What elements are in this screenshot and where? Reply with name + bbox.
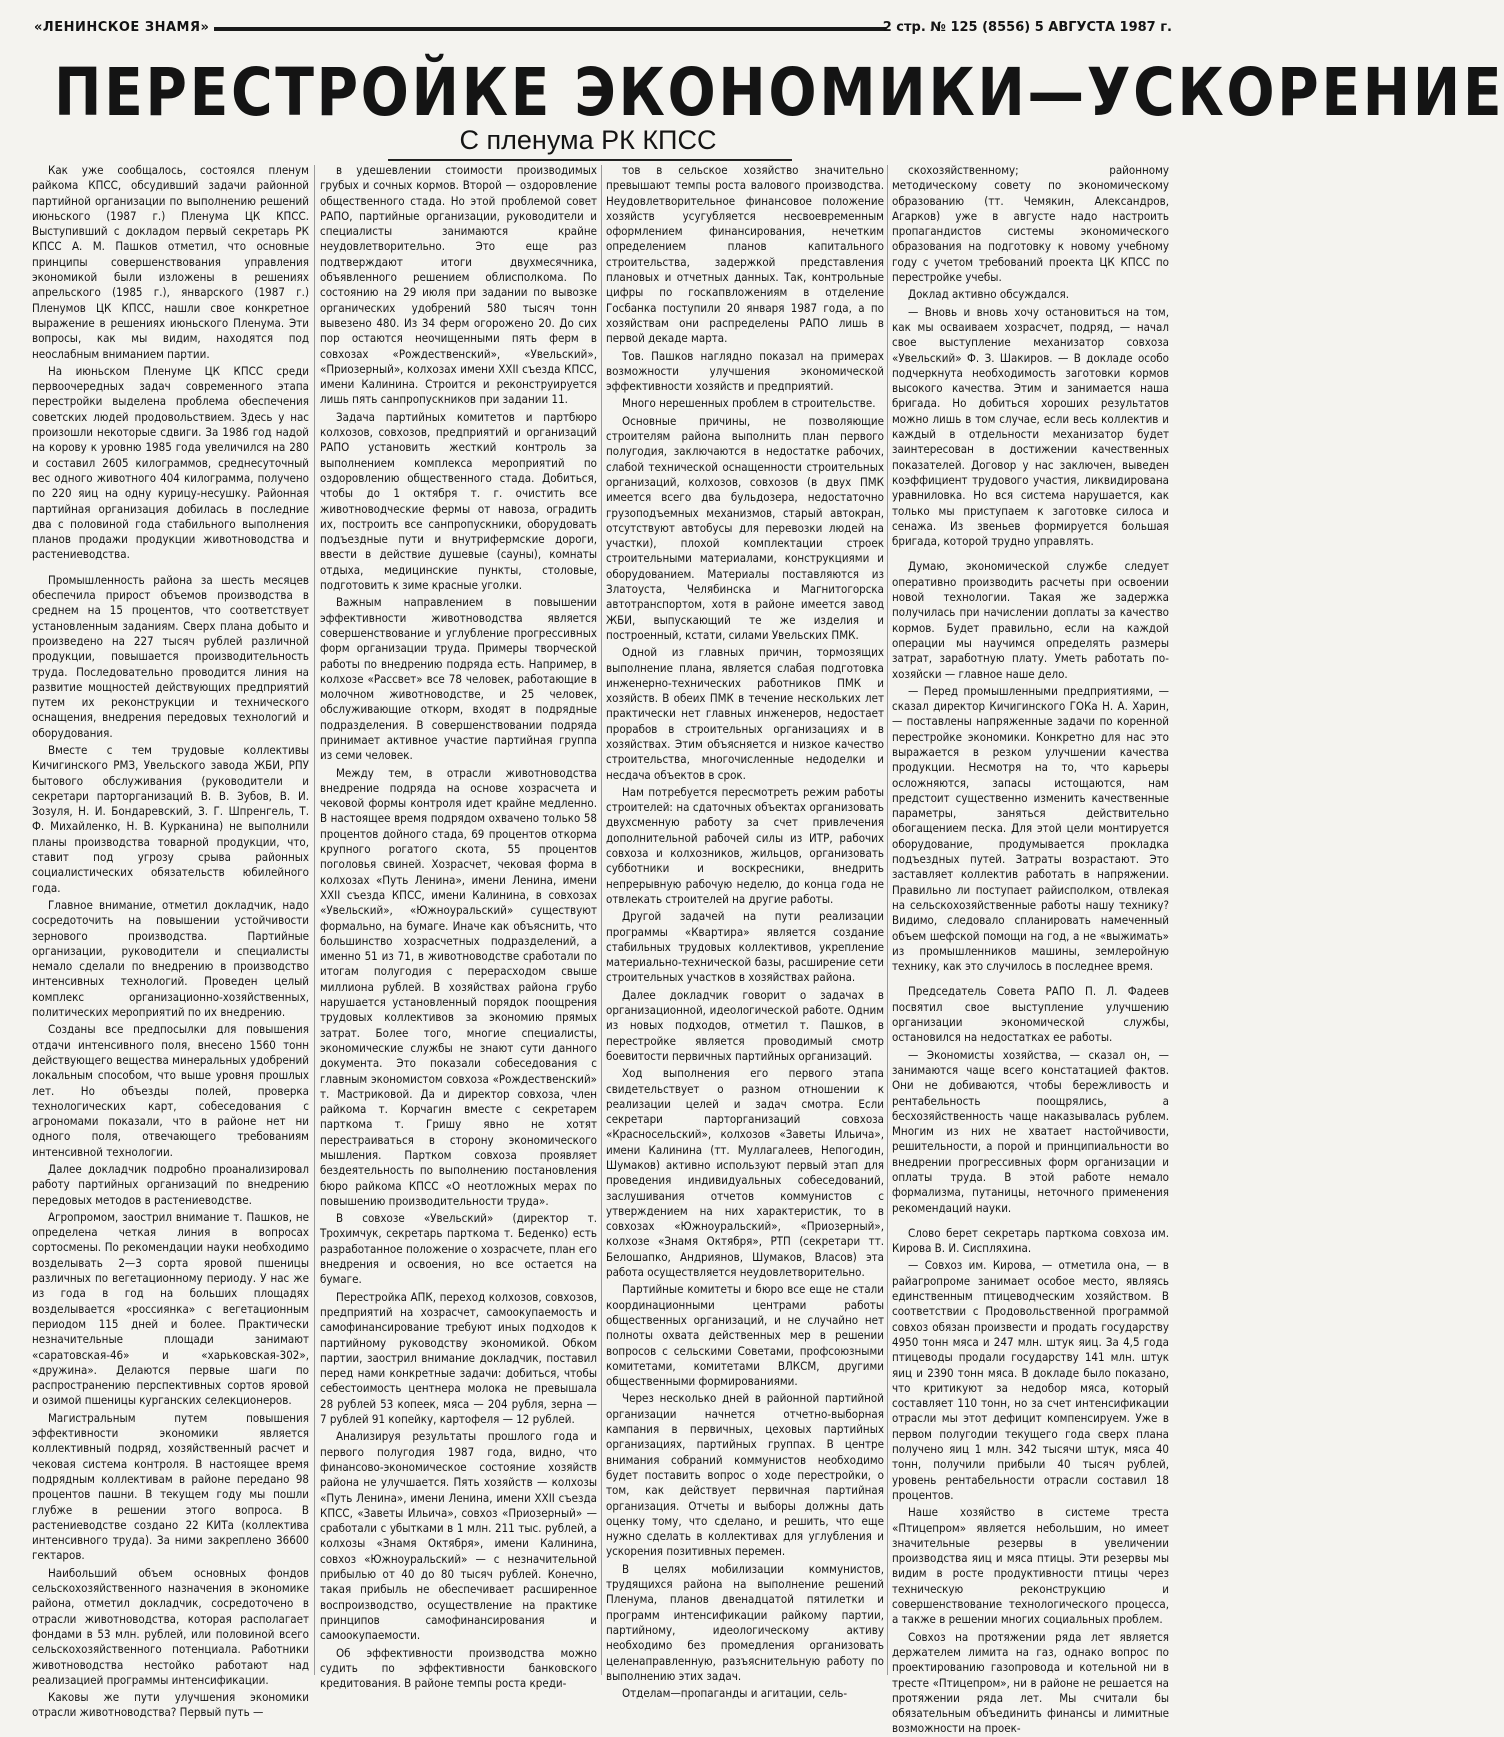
- article-paragraph: Агропромом, заострил внимание т. Пашков, не определена четкая линия в вопросах сортосмены. По рекомендации науки необходимо возделывать 2—3 сорта яровой пшеницы различных по вегетационному периоду. У нас же из года в год на больших площадях возделывается «россиянка» с вегетационным периодом 115 дней и более. Практически незначительные площади занимают «саратовская-46» и «харьковская-302», «дружина». Делаются первые шаги по распространению перспективных сортов яровой и озимой пшеницы курганских селекционеров.: [32, 1209, 309, 1408]
- article-paragraph: Между тем, в отрасли животноводства внедрение подряда на основе хозрасчета и чековой формы контроля идет крайне медленно. В настоящее время подрядом охвачено только 58 процентов дойного стада, 69 процентов откорма крупного рогатого скота, 55 процентов поголовья свиней. Хозрасчет, чековая форма в колхозах «Путь Ленина», имени Ленина, имени XXII съезда КПСС, имени Калинина, в совхозах «Увельский», «Южноуральский» существуют формально, на бумаге. Иначе как объяснить, что большинство хозрасчетных подразделений, а именно 51 из 71, в животноводстве сработали по итогам полугодия с перерасходом свыше миллиона рублей. В хозяйствах района грубо нарушается установленный порядок поощрения трудовых коллективов за экономию прямых затрат. Более того, многие специалисты, экономические службы не знают сути данного документа. Это показали собеседования с главным экономистом совхоза «Рождественский» т. Мастриковой. Да и директор совхоза, член райкома т. Корчагин вместе с секретарем парткома т. Гришу явно не хотят перестраиваться в сторону экономического мышления. Партком совхоза проявляет бездеятельность по выполнению постановления бюро райкома КПСС «О неотложных мерах по повышению производительности труда».: [320, 765, 597, 1208]
- column-divider: [887, 165, 888, 1675]
- article-paragraph: Анализируя результаты прошлого года и первого полугодия 1987 года, видно, что финансово-экономическое состояние хозяйств района не улучшается. Пять хозяйств — колхозы «Путь Ленина», имени Ленина, имени XXII съезда КПСС, «Заветы Ильича», совхоз «Приозерный» — сработали с убытками в 1 млн. 211 тыс. рублей, а колхозы «Знамя Октября», имени Калинина, совхоз «Южноуральский» — с незначительной прибылью от 40 до 80 тысяч рублей. Конечно, такая прибыль не обеспечивает расширенное воспроизводство, осуществление на практике принципов самофинансирования и самоокупаемости.: [320, 1429, 597, 1643]
- article-paragraph: Задача партийных комитетов и партбюро колхозов, совхозов, предприятий и организаций РАПО установить жесткий контроль за выполнением комплекса мероприятий по оздоровлению общественного стада. Добиться, чтобы до 1 октября т. г. очистить все животноводческие фермы от навоза, оградить их, построить все санпропускники, оборудовать подъездные пути и внутрифермские дороги, ввести в действие душевые (сауны), комнаты отдыха, медицинские пункты, столовые, подготовить к зиме красные уголки.: [320, 409, 597, 593]
- masthead-rule: [214, 27, 886, 31]
- article-paragraph: На июньском Пленуме ЦК КПСС среди первоочередных задач современного этапа перестройки выделена проблема обеспечения советских людей продовольствием. Здесь у нас произошли некоторые сдвиги. За 1986 год надой на корову к уровню 1985 года увеличился на 280 и составил 2605 килограммов, среднесуточный вес одного животного 404 килограмма, получено по 220 яиц на одну курицу-несушку. Районная партийная организация добилась в последние два с половиной года стабильного выполнения планов продажи продукции животноводства и растениеводства.: [32, 363, 309, 562]
- article-paragraph: скохозяйственному; районному методическому совету по экономическому образованию (тт. Чемякин, Александров, Агарков) уже в августе надо настроить пропагандистов системы экономического образования на подготовку к новому учебному году с учетом требований проекта ЦК КПСС по перестройке учебы.: [892, 163, 1169, 285]
- article-paragraph: Наше хозяйство в системе треста «Птицепром» является небольшим, но имеет значительные резервы в увеличении производства яиц и мяса птицы. Эти резервы мы видим в росте продуктивности птицы через техническую реконструкцию и совершенствование технологического процесса, а также в решении многих социальных проблем.: [892, 1505, 1169, 1627]
- article-subheading: С пленума РК КПСС: [459, 125, 717, 155]
- article-paragraph: — Перед промышленными предприятиями, — сказал директор Кичигинского ГОКа Н. А. Харин, — поставлены напряженные задачи по коренной перестройке экономики. Конкретно для нас это выражается в резком улучшении качества продукции. Несмотря на то, что карьеры осложняются, запасы истощаются, нам предстоит существенно изменить качественные параметры, заняться действительно обогащением песка. Для этой цели монтируется оборудование, продумывается прокладка подъездных путей. Затраты возрастают. Это заставляет коллектив работать в напряжении. Правильно ли поступает райисполком, отвлекая на сельскохозяйственные работы нашу технику? Видимо, следовало спланировать намеченный объем шефской помощи на год, а не «выжимать» из промышленников машины, землеройную технику, как это случилось в последнее время.: [892, 683, 1169, 974]
- article-paragraph: Основные причины, не позволяющие строителям района выполнить план первого полугодия, заключаются в недостатке рабочих, слабой технической оснащенности строительных организаций, колхозов, совхозов (в двух ПМК имеется всего два бульдозера, недостаточно грузоподъемных механизмов, старый автокран, отсутствуют автобусы для перевозки людей на участки), плохой комплектации строек строительными материалами, конструкциями и оборудованием. Материалы поставляются из Златоуста, Челябинска и Магнитогорска автотранспортом, хотя в районе имеется завод ЖБИ, выпускающий те же изделия и построенный, кстати, силами Увельских ПМК.: [606, 413, 884, 642]
- article-subheading-block: [0, 123, 1176, 157]
- article-paragraph: Много нерешенных проблем в строительстве.: [622, 396, 876, 411]
- article-paragraph: Ход выполнения его первого этапа свидетельствует о разном отношении к реализации целей и задач смотра. Если секретари парторганизаций совхоза «Красносельский», колхозов «Заветы Ильича», имени Калинина (тт. Муллагалеев, Непогодин, Шумаков) активно используют первый этап для проведения индивидуальных собеседований, заслушивания отчетов коммунистов с утверждением на них характеристик, то в совхозах «Южноуральский», «Приозерный», колхозе «Знамя Октября», РТП (секретари тт. Белошапко, Андриянов, Шумаков, Власов) эта работа осуществляется неудовлетворительно.: [606, 1066, 884, 1280]
- column-divider: [601, 165, 602, 1675]
- article-paragraph: Промышленность района за шесть месяцев обеспечила прирост объемов производства в среднем на 15 процентов, что соответствует установленным заданиям. Сверх плана добыто и произведено на 227 тысяч рублей различной продукции, повышается производительность труда. Последовательно проводится линия на развитие мощностей действующих предприятий путем их реконструкции и технического оснащения, внедрения передовых технологий и оборудования.: [32, 572, 309, 740]
- article-paragraph: Одной из главных причин, тормозящих выполнение плана, является слабая подготовка инженерно-технических работников ПМК и хозяйств. В обеих ПМК в течение нескольких лет практически нет главных инженеров, недостает прорабов в строительных организациях и в хозяйствах. Этим объясняется и низкое качество строительства, многочисленные недоделки и несдача объектов в срок.: [606, 645, 884, 782]
- article-paragraph: Совхоз на протяжении ряда лет является держателем лимита на газ, однако вопрос по проектированию газопровода и котельной ни в тресте «Птицепром», ни в районе не решается на протяжении ряда лет. Мы считали бы обязательным объединить финансы и лимитные возможности на проек-: [892, 1629, 1169, 1736]
- article-column-1: [32, 163, 309, 1720]
- article-paragraph: Далее докладчик подробно проанализировал работу партийных организаций по внедрению передовых методов в растениеводстве.: [32, 1162, 309, 1207]
- article-paragraph: тов в сельское хозяйство значительно превышают темпы роста валового производства. Неудовлетворительное финансовое положение хозяйств усугубляется несвоевременным оформлением финансирования, нечетким определением планов капитального строительства, задержкой представления плановых и отчетных данных. Так, контрольные цифры по госкапвложениям в отделение Госбанка поступили 20 января 1987 года, а по хозяйствам они распределены РАПО лишь в первой декаде марта.: [606, 163, 884, 346]
- article-column-3: [606, 163, 884, 1701]
- article-paragraph: В совхозе «Увельский» (директор т. Трохимчук, секретарь парткома т. Беденко) есть разработанное положение о хозрасчете, план его внедрения и освоения, но все остается на бумаге.: [320, 1211, 597, 1287]
- column-divider: [314, 165, 315, 1675]
- article-paragraph: Магистральным путем повышения эффективности экономики является коллективный подряд, хозяйственный расчет и чековая система контроля. В настоящее время подрядным коллективам в районе передано 98 процентов пашни. В текущем году мы пошли глубже в решении этого вопроса. В растениеводстве создано 22 КИТа (коллектива интенсивного труда). За ними закреплено 36600 гектаров.: [32, 1410, 309, 1563]
- article-paragraph: Через несколько дней в районной партийной организации начнется отчетно-выборная кампания в первичных, цеховых партийных организациях, партийных группах. В центре внимания собраний коммунистов необходимо будет поставить вопрос о ходе перестройки, о том, как действует первичная партийная организация. Отчеты и выборы должны дать оценку тому, что сделано, и решить, что еще нужно сделать в коллективах для углубления и ускорения позитивных перемен.: [606, 1391, 884, 1559]
- newspaper-name: «ЛЕНИНСКОЕ ЗНАМЯ»: [34, 20, 210, 35]
- article-paragraph: — Совхоз им. Кирова, — отметила она, — в райагропроме занимает особое место, являясь единственным птицеводческим хозяйством. В соответствии с Продовольственной программой совхоз обязан произвести и продать государству 4950 тонн мяса и 247 млн. штук яиц. За 4,5 года птицеводы продали государству 141 млн. штук яиц и 2390 тонн мяса. В докладе было показано, что критикуют за недобор мяса, который составляет 110 тонн, но за счет интенсификации отрасли мы этот дефицит компенсируем. Уже в первом полугодии текущего года сверх плана получено яиц 1 млн. 342 тысячи штук, мяса 40 тонн, получили прибыли 40 тысяч рублей, уровень рентабельности отрасли составил 18 процентов.: [892, 1258, 1169, 1502]
- article-paragraph: Вместе с тем трудовые коллективы Кичигинского РМЗ, Увельского завода ЖБИ, РПУ бытового обслуживания (руководители и секретари парторганизаций В. В. Зубов, В. И. Зозуля, Н. И. Бондаревский, З. Г. Шпренгель, Т. Ф. Михайленко, Н. В. Курканина) не выполнили планы производства товарной продукции, что, ставит под угрозу срыва районных социалистических обязательств юбилейного года.: [32, 742, 309, 895]
- article-paragraph: Думаю, экономической службе следует оперативно производить расчеты при освоении новой технологии. Такая же задержка получилась при начислении доплаты за качество кормов. Будет правильно, если на каждой операции мы научимся определять размеры затрат, заработную плату. Уметь работать по-хозяйски — главное наше дело.: [892, 559, 1169, 681]
- masthead: [34, 18, 1176, 38]
- article-column-4: [892, 163, 1169, 1736]
- article-headline: ПЕРЕСТРОЙКЕ ЭКОНОМИКИ—УСКОРЕНИЕ: [54, 54, 1504, 131]
- article-paragraph: Тов. Пашков наглядно показал на примерах возможности улучшения экономической эффективности хозяйств и предприятий.: [606, 348, 884, 394]
- article-paragraph: Перестройка АПК, переход колхозов, совхозов, предприятий на хозрасчет, самоокупаемость и самофинансирование требуют иных подходов к партийному руководству экономикой. Обком партии, заострил внимание докладчик, поставил перед нами конкретные задачи: добиться, чтобы себестоимость центнера молока не превышала 28 рублей 53 копеек, мяса — 204 рубля, зерна — 7 рублей 91 копейку, картофеля — 12 рублей.: [320, 1289, 597, 1427]
- article-paragraph: Наибольший объем основных фондов сельскохозяйственного назначения в экономике района, отметил докладчик, сосредоточено в отрасли животноводства, которая располагает фондами в 53 млн. рублей, или половиной всего сельскохозяйственного потенциала. Работники животноводства нестойко работают над реализацией программы интенсификации.: [32, 1565, 309, 1687]
- article-paragraph: — Экономисты хозяйства, — сказал он, — занимаются чаще всего констатацией фактов. Они не добиваются, чтобы бережливость и рентабельность поощрялись, а бесхозяйственность чаще наказывалась рублем. Многим из них не хватает настойчивости, решительности, а порой и принципиальности во внедрении прогрессивных форм организации и оплаты труда. В этой работе немало формализма, путаницы, неточного применения рекомендаций науки.: [892, 1047, 1169, 1215]
- article-paragraph: Доклад активно обсуждался.: [908, 287, 1070, 302]
- article-paragraph: Нам потребуется пересмотреть режим работы строителей: на сдаточных объектах организовать двухсменную работу за счет привлечения дополнительной рабочей силы из ИТР, рабочих совхоза и колхозников, жильцов, организовать субботники и воскресники, внедрить непрерывную рабочую неделю, до конца года не отвлекать строителей на другие работы.: [606, 784, 884, 906]
- subheading-underline: [388, 159, 792, 161]
- article-paragraph: в удешевлении стоимости производимых грубых и сочных кормов. Второй — оздоровление общественного стада. Но этой проблемой совет РАПО, партийные организации, руководители и специалисты занимаются крайне неудовлетворительно. Это еще раз подтверждают итоги двухмесячника, объявленного решением облисполкома. По состоянию на 29 июля при задании по вывозке органических удобрений 580 тысяч тонн вывезено 480. Из 34 ферм огорожено 20. До сих пор остаются неочищенными пять ферм в совхозах «Рождественский», «Увельский», «Приозерный», колхозах имени XXII съезда КПСС, имени Калинина. Строится и реконструируется лишь пять санпропускников при задании 11.: [320, 163, 597, 407]
- article-paragraph: Отделам—пропаганды и агитации, сель-: [622, 1686, 848, 1701]
- article-paragraph: Каковы же пути улучшения экономики отрасли животноводства? Первый путь —: [32, 1690, 309, 1720]
- article-paragraph: Слово берет секретарь парткома совхоза им. Кирова В. И. Сиспляхина.: [892, 1225, 1169, 1256]
- article-paragraph: Созданы все предпосылки для повышения отдачи интенсивного поля, внесено 1560 тонн действующего вещества минеральных удобрений локальным способом, что выше уровня прошлых лет. Но объезды полей, проверка технологических карт, собеседования с агрономами показали, что в районе нет ни одного поля, отвечающего требованиям интенсивной технологии.: [32, 1022, 309, 1159]
- article-paragraph: Об эффективности производства можно судить по эффективности банковского кредитования. В районе темпы роста креди-: [320, 1645, 597, 1691]
- article-paragraph: Другой задачей на пути реализации программы «Квартира» является создание стабильных трудовых коллективов, укрепление материально-технической базы, расширение сети строительных участков в хозяйствах района.: [606, 909, 884, 985]
- article-paragraph: Председатель Совета РАПО П. Л. Фадеев посвятил свое выступление улучшению организации экономической службы, остановился на недостатках ее работы.: [892, 984, 1169, 1045]
- article-paragraph: — Вновь и вновь хочу остановиться на том, как мы осваиваем хозрасчет, подряд, — начал свое выступление механизатор совхоза «Увельский» Ф. З. Шакиров. — В докладе особо подчеркнута необходимость заготовки кормов высокого качества. Этим и занимается наша бригада. Но добиться хороших результатов можно лишь в том случае, если весь коллектив и каждый в отдельности механизатор будет заинтересован в достижении качественных показателей. Договор у нас заключен, выведен коэффициент трудового участия, ликвидирована уравниловка. Но вся система нарушается, как только мы приступаем к заготовке силоса и сенажа. Из звеньев формируется большая бригада, которой трудно управлять.: [892, 304, 1169, 549]
- article-paragraph: Партийные комитеты и бюро все еще не стали координационными центрами работы общественных организаций, и не случайно нет полноты охвата действенных мер в решении вопросов с сельскими Советами, профсоюзными комитетами, комитетами ВЛКСМ, другими общественными формированиями.: [606, 1282, 884, 1389]
- article-paragraph: Как уже сообщалось, состоялся пленум райкома КПСС, обсудивший задачи районной партийной организации по выполнению решений июньского (1987 г.) Пленума ЦК КПСС. Выступивший с докладом первый секретарь РК КПСС А. М. Пашков отметил, что основные принципы совершенствования управления экономикой были изложены в решениях апрельского (1985 г.), январского (1987 г.) Пленумов ЦК КПСС, нашли свое конкретное выражение в решениях июньского Пленума. Эти вопросы, как мы видим, находятся под неослабным вниманием партии.: [32, 163, 309, 361]
- article-paragraph: В целях мобилизации коммунистов, трудящихся района на выполнение решений Пленума, планов двенадцатой пятилетки и программ интенсификации райкому партии, партийному, идеологическому активу необходимо без промедления организовать целенаправленную, разъяснительную работу по выполнению этих задач.: [606, 1561, 884, 1683]
- article-paragraph: Важным направлением в повышении эффективности животноводства является совершенствование и углубление прогрессивных форм организации труда. Примеры творческой работы по внедрению подряда есть. Например, в колхозе «Рассвет» все 78 человек, работающие в молочном животноводстве, и 25 человек, обслуживающие откорм, входят в подрядные подразделения. В совершенствовании подряда принимает активное участие партийная группа из семи человек.: [320, 595, 597, 763]
- issue-info: 2 стр. № 125 (8556) 5 АВГУСТА 1987 г.: [882, 20, 1172, 35]
- article-paragraph: Главное внимание, отметил докладчик, надо сосредоточить на повышении устойчивости зернового производства. Партийные организации, руководители и специалисты немало сделали по внедрению в производство интенсивных технологий. Проведен целый комплекс организационно-хозяйственных, политических мероприятий по их внедрению.: [32, 897, 309, 1020]
- article-column-2: [320, 163, 597, 1691]
- article-paragraph: Далее докладчик говорит о задачах в организационной, идеологической работе. Одним из новых подходов, отметил т. Пашков, в перестройке является проводимый смотр боевитости первичных партийных организаций.: [606, 987, 884, 1063]
